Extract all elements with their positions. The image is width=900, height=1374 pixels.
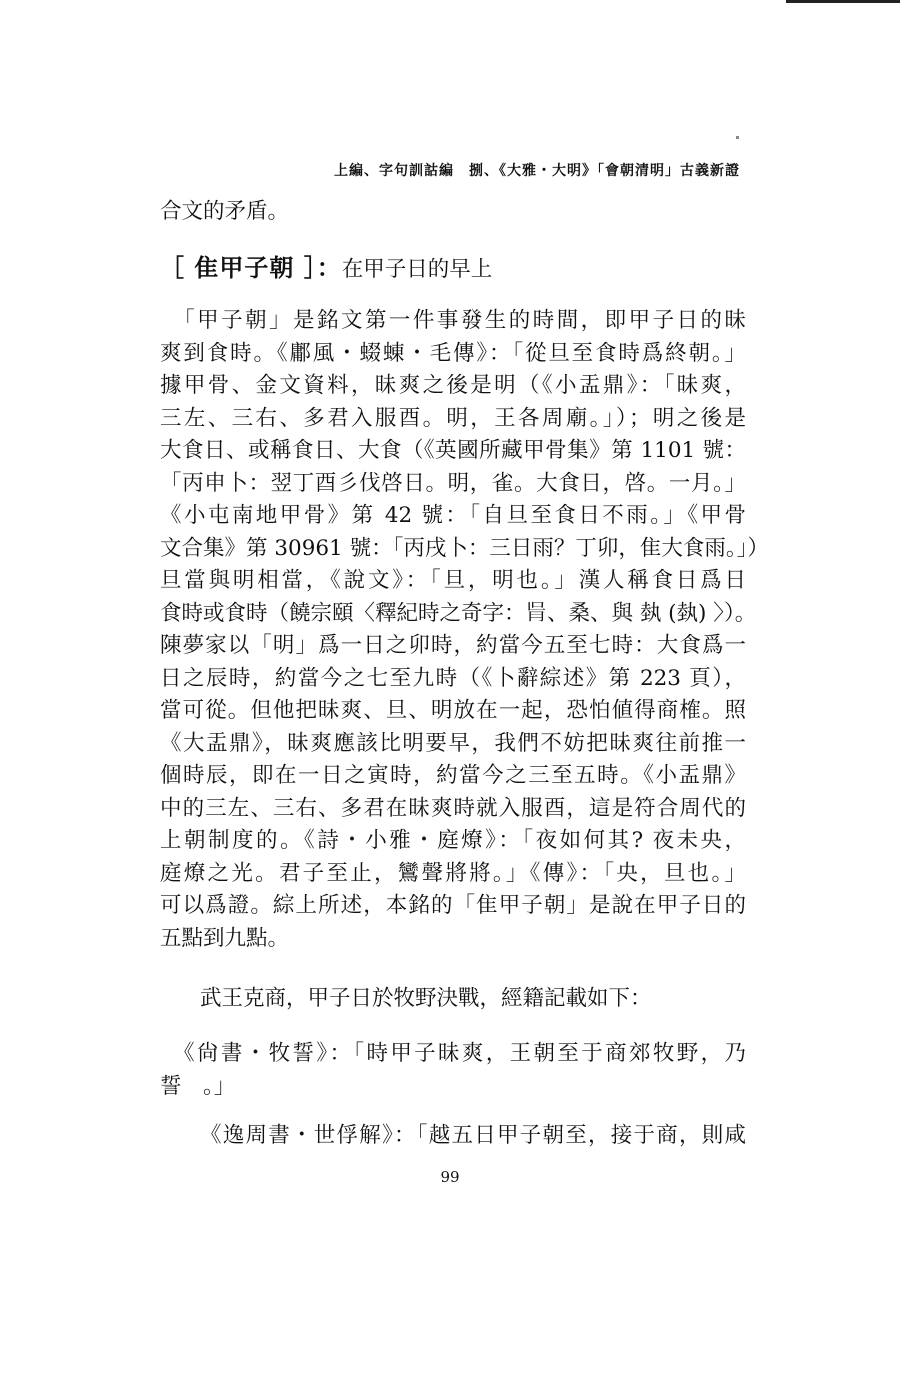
text-line: 《大盂鼎》，昧爽應該比明要早，我們不妨把昧爽往前推一: [160, 730, 746, 756]
heading-term: ［ 隹甲子朝 ］：: [160, 254, 342, 282]
text-line: 食時或食時（饒宗頤〈釋紀時之奇字：𦙃、桑、與 埶 (埶) 〉）。: [160, 600, 757, 626]
text-line: 「丙申卜：翌丁酉彡伐啓日。明，雀。大食日，啓。一月。」: [160, 470, 746, 496]
text-line: 庭燎之光。君子至止，鸞聲將將。」《傳》：「央，旦也。」: [160, 860, 746, 886]
quote-shangshu: [160, 1038, 746, 1103]
text-line: 陳夢家以「明」爲一日之卯時，約當今五至七時：大食爲一: [160, 633, 746, 658]
section-heading: [160, 252, 492, 287]
text-line: 誓 。」: [160, 1073, 236, 1099]
text-line: 爽到食時。《鄘風・蝃蝀・毛傳》：「從旦至食時爲終朝。」: [160, 340, 746, 366]
text-line: 大食日、或稱食日、大食（《英國所藏甲骨集》第 1101 號：: [160, 438, 746, 463]
margin-tick-mark: [736, 136, 739, 139]
text-line: 可以爲證。綜上所述，本銘的「隹甲子朝」是說在甲子日的: [160, 893, 746, 918]
text-line: 中的三左、三右、多君在昧爽時就入服酉，這是符合周代的: [160, 795, 746, 821]
text-line: 日之辰時，約當今之七至九時（《卜辭綜述》第 223 頁），: [160, 665, 746, 691]
text-line: 旦當與明相當，《說文》：「旦，明也。」漢人稱食日爲日: [160, 568, 746, 593]
running-head: 上編、字句訓詁編 捌、《大雅・大明》「會朝清明」古義新證: [334, 163, 740, 179]
text-line: 三左、三右、多君入服酉。明，王各周廟。」）；明之後是: [160, 405, 746, 431]
text-line: 「甲子朝」是銘文第一件事發生的時間，即甲子日的昧: [160, 308, 746, 333]
page-number: 99: [440, 1168, 460, 1186]
quote-yizhoushu: [200, 1120, 746, 1153]
text-line: 五點到九點。: [160, 925, 290, 951]
text-line: 《尙書・牧誓》：「時甲子昧爽，王朝至于商郊牧野，乃: [160, 1041, 746, 1066]
main-paragraph: [160, 305, 769, 955]
page-corner-mark: [786, 0, 900, 3]
text-line: 《小屯南地甲骨》第 42 號：「自旦至食日不雨。」《甲骨: [160, 503, 746, 528]
heading-gloss: 在甲子日的早上: [341, 257, 493, 282]
text-line: 武王克商，甲子日於牧野決戰，經籍記載如下：: [200, 986, 652, 1011]
text-line: 文合集》第 30961 號：「丙戌卜：三日雨？丁卯，隹大食雨。」）: [160, 535, 769, 561]
text-line: 個時辰，即在一日之寅時，約當今之三至五時。《小盂鼎》: [160, 763, 746, 788]
intro-paragraph: [200, 983, 746, 1016]
text-line: 《逸周書・世俘解》：「越五日甲子朝至，接于商，則咸: [200, 1123, 746, 1148]
text-line: 當可從。但他把昧爽、旦、明放在一起，恐怕値得商榷。照: [160, 698, 746, 723]
text-line: 上朝制度的。《詩・小雅・庭燎》：「夜如何其? 夜未央，: [160, 828, 746, 853]
text-line: 據甲骨、金文資料，昧爽之後是明（《小盂鼎》：「昧爽，: [160, 373, 746, 398]
text-line: 合文的矛盾。: [160, 199, 290, 224]
continuation-text: [160, 196, 746, 229]
